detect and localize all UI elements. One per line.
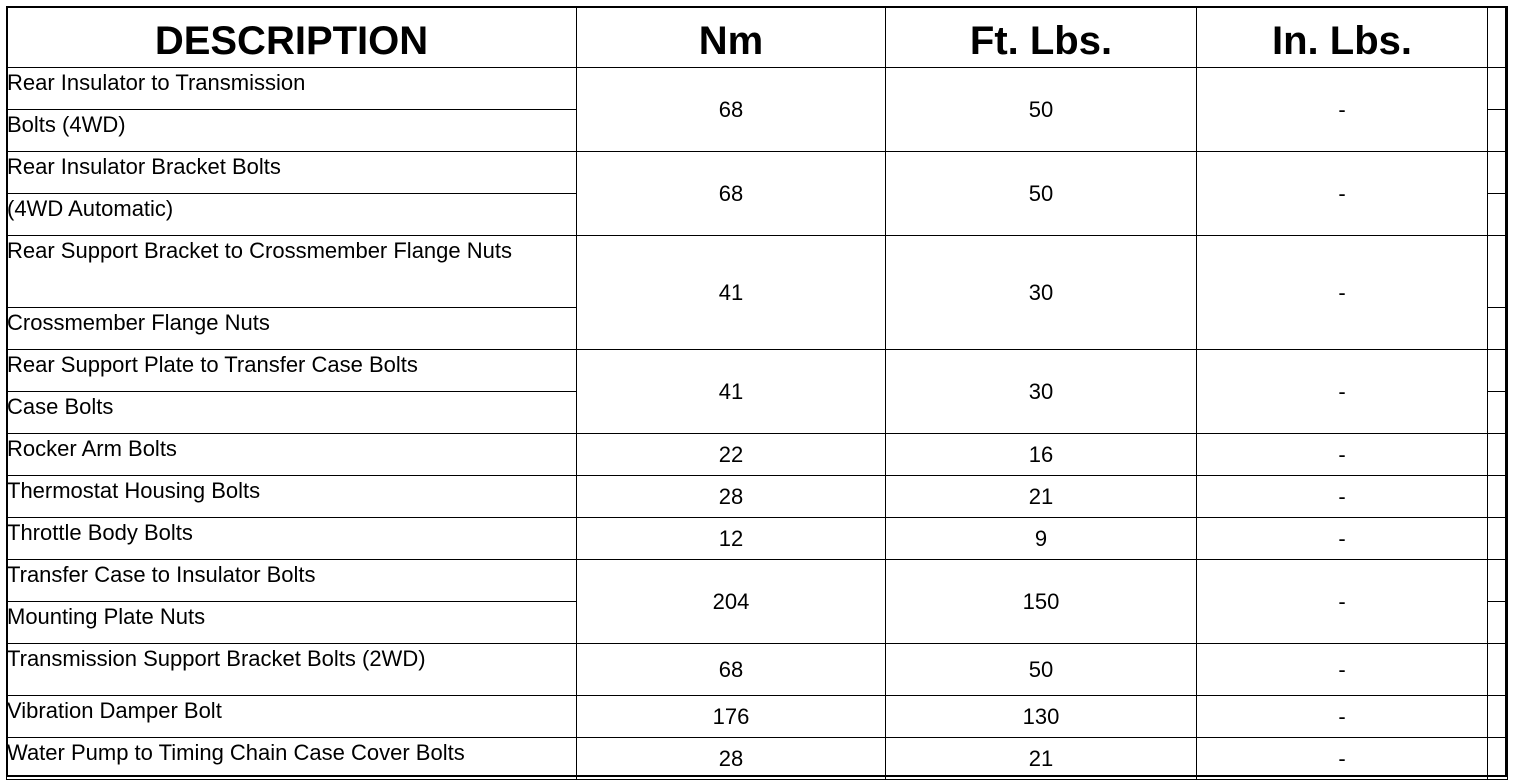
- table-row: [7, 560, 1508, 602]
- ft-lbs-value: 150: [886, 560, 1197, 644]
- edge-cell: [1488, 236, 1508, 308]
- edge-cell: [1488, 518, 1508, 560]
- edge-cell: [1488, 602, 1508, 644]
- description-cell: Throttle Body Bolts: [7, 518, 577, 560]
- description-cell: Transmission Support Bracket Bolts (2WD): [7, 644, 577, 696]
- in-lbs-value: -: [1197, 434, 1488, 476]
- edge-cell: [1488, 696, 1508, 738]
- table-row: [7, 152, 1508, 194]
- nm-value: 41: [577, 350, 886, 434]
- ft-lbs-value: 130: [886, 696, 1197, 738]
- in-lbs-value: -: [1197, 350, 1488, 434]
- description-cell: Rear Insulator Bracket Bolts: [7, 152, 577, 194]
- description-cell: Crossmember Flange Nuts: [7, 308, 577, 350]
- in-lbs-value: -: [1197, 476, 1488, 518]
- description-cell: Rear Support Bracket to Crossmember Flange Nuts: [7, 236, 577, 308]
- edge-cell: [1488, 392, 1508, 434]
- nm-value: 68: [577, 152, 886, 236]
- edge-cell: [1488, 434, 1508, 476]
- edge-cell: [1488, 308, 1508, 350]
- description-cell: Mounting Plate Nuts: [7, 602, 577, 644]
- table-row: [7, 476, 1508, 518]
- table-row: [7, 696, 1508, 738]
- description-cell: Transfer Case to Insulator Bolts: [7, 560, 577, 602]
- in-lbs-value: -: [1197, 236, 1488, 350]
- nm-value: 204: [577, 560, 886, 644]
- nm-header: Nm: [577, 7, 886, 68]
- table-row: [7, 518, 1508, 560]
- table-row: [7, 738, 1508, 780]
- nm-value: 28: [577, 476, 886, 518]
- ft-lbs-value: 30: [886, 236, 1197, 350]
- nm-value: 28: [577, 738, 886, 780]
- description-cell: Rear Insulator to Transmission: [7, 68, 577, 110]
- edge-cell: [1488, 194, 1508, 236]
- in-lbs-value: -: [1197, 560, 1488, 644]
- table-row: [7, 68, 1508, 110]
- edge-cell: [1488, 476, 1508, 518]
- description-cell: Water Pump to Timing Chain Case Cover Bolts: [7, 738, 577, 780]
- edge-cell: [1488, 560, 1508, 602]
- description-header: DESCRIPTION: [7, 7, 577, 68]
- ft-lbs-value: 50: [886, 152, 1197, 236]
- edge-cell: [1488, 7, 1508, 68]
- ft-lbs-value: 21: [886, 476, 1197, 518]
- ft-lbs-value: 50: [886, 644, 1197, 696]
- description-cell: (4WD Automatic): [7, 194, 577, 236]
- description-cell: Rocker Arm Bolts: [7, 434, 577, 476]
- nm-value: 176: [577, 696, 886, 738]
- description-cell: Bolts (4WD): [7, 110, 577, 152]
- nm-value: 68: [577, 644, 886, 696]
- table-row: [7, 236, 1508, 308]
- in-lbs-header: In. Lbs.: [1197, 7, 1488, 68]
- in-lbs-value: -: [1197, 518, 1488, 560]
- nm-value: 22: [577, 434, 886, 476]
- edge-cell: [1488, 644, 1508, 696]
- in-lbs-value: -: [1197, 696, 1488, 738]
- ft-lbs-value: 16: [886, 434, 1197, 476]
- in-lbs-value: -: [1197, 738, 1488, 780]
- table-row: [7, 350, 1508, 392]
- ft-lbs-value: 50: [886, 68, 1197, 152]
- edge-cell: [1488, 152, 1508, 194]
- torque-spec-table: [6, 6, 1508, 780]
- nm-value: 41: [577, 236, 886, 350]
- in-lbs-value: -: [1197, 152, 1488, 236]
- description-cell: Case Bolts: [7, 392, 577, 434]
- in-lbs-value: -: [1197, 68, 1488, 152]
- description-cell: Vibration Damper Bolt: [7, 696, 577, 738]
- table-row: [7, 434, 1508, 476]
- ft-lbs-header: Ft. Lbs.: [886, 7, 1197, 68]
- edge-cell: [1488, 110, 1508, 152]
- edge-cell: [1488, 738, 1508, 780]
- table-row: [7, 644, 1508, 696]
- nm-value: 12: [577, 518, 886, 560]
- ft-lbs-value: 9: [886, 518, 1197, 560]
- nm-value: 68: [577, 68, 886, 152]
- edge-cell: [1488, 350, 1508, 392]
- edge-cell: [1488, 68, 1508, 110]
- in-lbs-value: -: [1197, 644, 1488, 696]
- description-cell: Rear Support Plate to Transfer Case Bolts: [7, 350, 577, 392]
- ft-lbs-value: 21: [886, 738, 1197, 780]
- description-cell: Thermostat Housing Bolts: [7, 476, 577, 518]
- header-row: [7, 7, 1508, 68]
- ft-lbs-value: 30: [886, 350, 1197, 434]
